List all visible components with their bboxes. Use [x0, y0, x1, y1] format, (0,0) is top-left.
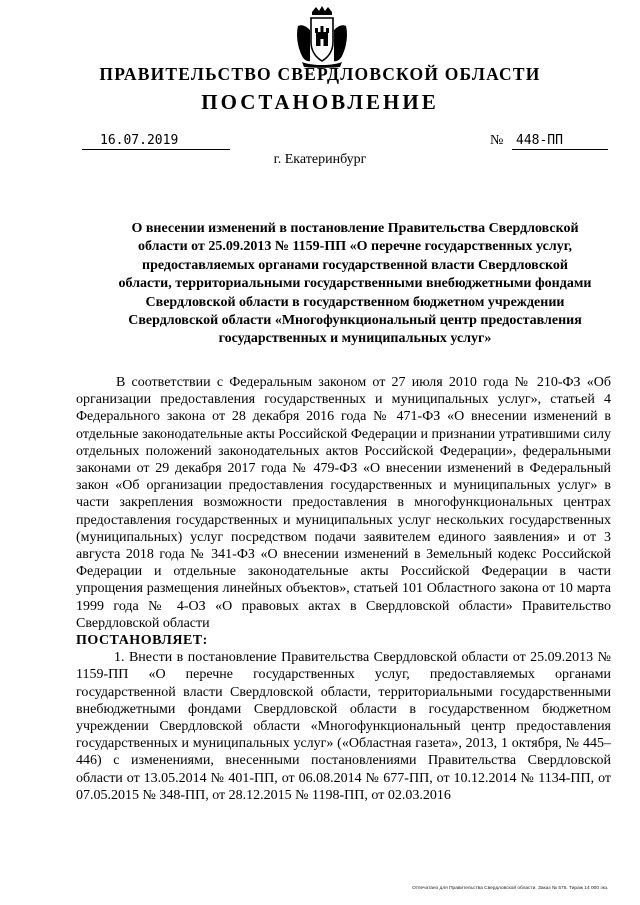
city: г. Екатеринбург	[273, 152, 367, 167]
document-date: 16.07.2019	[82, 133, 230, 150]
document-type: ПОСТАНОВЛЕНИЕ	[201, 90, 439, 114]
resolves-heading: ПОСТАНОВЛЯЕТ:	[76, 633, 208, 649]
preamble-paragraph: В соответствии с Федеральным законом от 27 июля 2010 года № 210-ФЗ «Об организации предоставления государственных и муниципальных услуг», статьей 4 Федерального закона от 28 декабря 2016 года № 471-ФЗ «О внесении изменений в отдельные законодательные акты Российской Федерации и признании утратившими силу отдельных положений законодательных актов Российской Федерации», федеральными законами от 29 декабря 2017 года № 479-ФЗ «О внесении изменений в Федеральный закон «Об организации предоставления государственных и муниципальных услуг» в части закрепления возможности предоставления в многофункциональных центрах предоставления государственных и муниципальных услуг нескольких государственных (муниципальных) услуг посредством подачи заявителем единого заявления» и от 3 августа 2018 года № 341-ФЗ «О внесении изменений в Земельный кодекс Российской Федерации и отдельные законодательные акты Российской Федерации в части упрощения размещения линейных объектов», статьей 101 Областного закона от 10 марта 1999 года № 4-ОЗ «О правовых актах в Свердловской области» Правительство Свердловской области	[76, 375, 611, 631]
document-number-field	[490, 133, 608, 150]
print-note: Отпечатано для Правительства Свердловской области. Заказ № 575. Тираж 14 000 экз.	[412, 886, 609, 891]
document-body	[76, 374, 611, 804]
item-1-paragraph: 1. Внести в постановление Правительства Свердловской области от 25.09.2013 № 1159-ПП «О перечне государственных услуг, предоставляемых органами государственной власти Свердловской области, территориальными государственными внебюджетными фондами Свердловской области в государственном бюджетном учреждении Свердловской области «Многофункциональный центр предоставления государственных и муниципальных услуг» («Областная газета», 2013, 1 октября, № 445–446) с изменениями, внесенными постановлениями Правительства Свердловской области от 13.05.2014 № 401-ПП, от 06.08.2014 № 677-ПП, от 10.12.2014 № 1134-ПП, от 07.05.2015 № 348-ПП, от 28.12.2015 № 1198-ПП, от 02.03.2016	[76, 650, 611, 803]
number-sign: №	[490, 133, 504, 148]
government-name: ПРАВИТЕЛЬСТВО СВЕРДЛОВСКОЙ ОБЛАСТИ	[99, 64, 541, 84]
document-number: 448-ПП	[512, 133, 608, 150]
coat-of-arms-icon	[294, 6, 350, 68]
document-title: О внесении изменений в постановление Правительства Свердловской области от 25.09.2013 № 1159-ПП «О перечне государственных услуг, предоставляемых органами государственной власти Свердловской области, территориальными государственными внебюджетными фондами Свердловской области в государственном бюджетном учреждении Свердловской области «Многофункциональный центр предоставления государственных и муниципальных услуг»	[118, 221, 592, 347]
